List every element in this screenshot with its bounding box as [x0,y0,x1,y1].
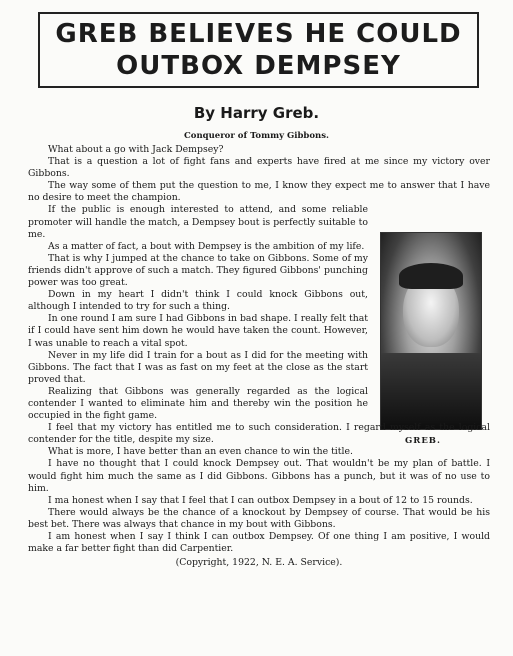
article-paragraph: What is more, I have better than an even chance to win the title. [48,446,353,458]
article-paragraph: That is why I jumped at the chance to take on Gibbons. Some of my friends didn't approve of such a match. They figured Gibbons' punching power was too great. [28,252,368,289]
article-paragraph: Realizing that Gibbons was generally regarded as the logical contender I wanted to eliminate him and thereby win the position he occupied in the fight game. [28,385,368,422]
article-paragraph: If the public is enough interested to attend, and some reliable promoter will handle the match, a Dempsey bout is perfectly suitable to me. [28,204,368,240]
article-paragraph: I feel that my victory has entitled me to such consideration. I regard myself as the logical contender for the title, despite my size. [28,422,490,446]
article-paragraph: Down in my heart I didn't think I could knock Gibbons out, although I intended to try for such a thing. [28,289,368,313]
article-paragraph: As a matter of fact, a bout with Dempsey is the ambition of my life. [48,240,365,252]
photo-caption: GREB. [405,436,441,446]
copyright-line: (Copyright, 1922, N. E. A. Service). [175,557,343,569]
headline-line-2: OUTBOX DEMPSEY [116,51,401,81]
byline: By Harry Greb. [193,104,320,122]
article-paragraph: I have no thought that I could knock Dempsey out. That wouldn't be my plan of battle. I would fight him much the same as I did Gibbons. Gibbons has a punch, but it was of no use to him. [28,458,490,494]
article-paragraph: In one round I am sure I had Gibbons in bad shape. I really felt that if I could have sent him down he would have taken the count. However, I was unable to reach a vital spot. [28,313,368,349]
article-paragraph: The way some of them put the question to me, I know they expect me to answer that I have no desire to meet the champion. [28,180,490,204]
article-paragraph: I am honest when I say I think I can outbox Dempsey. Of one thing I am positive, I would make a far better fight than did Carpentier. [28,531,490,555]
headline-line-1: GREB BELIEVES HE COULD [55,19,462,49]
article-paragraph: There would always be the chance of a knockout by Dempsey of course. That would be his best bet. There was always that chance in my bout with Gibbons. [28,506,490,530]
headline-box [38,12,479,88]
article-narrow-section [28,144,490,422]
article-paragraph: What about a go with Jack Dempsey? [48,144,224,155]
article-body [28,144,490,579]
article-paragraph: Never in my life did I train for a bout as I did for the meeting with Gibbons. The fact that I was as fast on my feet at the close as the start proved that. [28,349,368,385]
author-subtitle: Conqueror of Tommy Gibbons. [184,131,329,141]
article-paragraph: That is a question a lot of fight fans and experts have fired at me since my victory over Gibbons. [28,156,490,180]
article-paragraph: I ma honest when I say that I feel that I can outbox Dempsey in a bout of 12 to 15 rounds. [48,494,473,506]
